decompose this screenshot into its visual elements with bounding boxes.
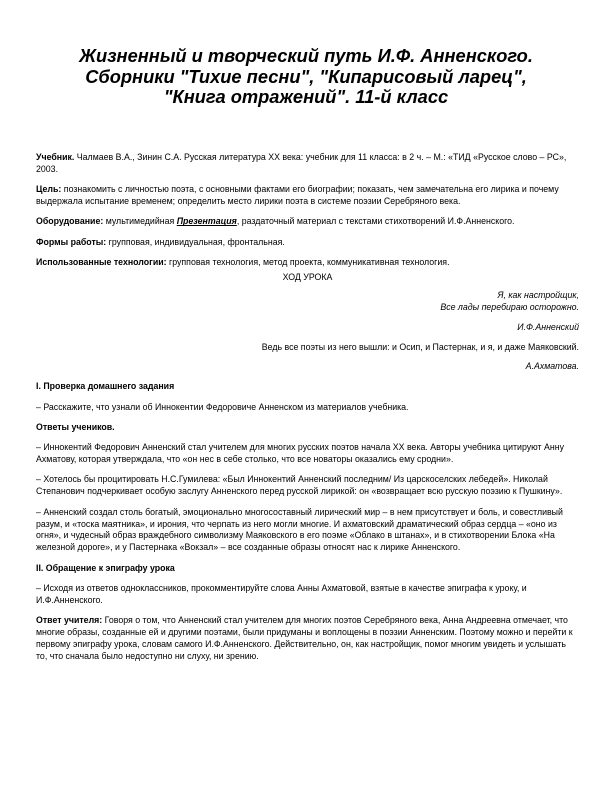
- work-forms-paragraph: [36, 237, 579, 249]
- technologies-label: Использованные технологии:: [36, 257, 167, 267]
- epigraph-akhmatova: [36, 342, 579, 374]
- epigraph-1-line-2: Все лады перебираю осторожно.: [440, 301, 579, 312]
- student-answers-label: Ответы учеников.: [36, 421, 115, 432]
- goal-paragraph: [36, 184, 579, 208]
- textbook-text: Чалмаев В.А., Зинин С.А. Русская литература XX века: учебник для 11 класса: в 2 ч. – М.: «ТИД «Русское слово – РС», 2003.: [36, 152, 567, 174]
- equipment-label: Оборудование:: [36, 216, 104, 227]
- teacher-answer-paragraph: [36, 615, 579, 663]
- section-2-task: – Исходя из ответов одноклассников, прокомментируйте слова Анны Ахматовой, взятые в качестве эпиграфа к уроку, и И.Ф.Анненского.: [36, 582, 527, 605]
- section-1-question: – Расскажите, что узнали об Иннокентии Федоровиче Анненском из материалов учебника.: [36, 401, 409, 412]
- equipment-paragraph: [36, 216, 579, 228]
- equipment-text-before: мультимедийная: [103, 216, 177, 227]
- technologies-paragraph: [36, 257, 579, 269]
- student-answer-3: – Анненский создал столь богатый, эмоционально многосоставный лирический мир – в нем присутствует и боль, и совестливый разум, и «тоска маятника», и ирония, что черпать из него могли многие. И ахматовский драматический образ сердца – «оно из огня», и чудесный образ враждебного символизму Маяковского в его поэме «Облако в штанах», и в стихотворении Блока «На железной дороге», и у Пастернака «Вокзал» – все созданные образы относят нас к лирике Анненского.: [36, 506, 563, 553]
- goal-label: Цель:: [36, 184, 62, 195]
- work-forms-text: групповая, индивидуальная, фронтальная.: [106, 236, 285, 247]
- page-title: [40, 46, 572, 108]
- teacher-answer-text: Говоря о том, что Анненский стал учителем для многих поэтов Серебряного века, Анна Андреевна отмечает, что многие образы, созданные ей и другими поэтами, были придуманы и воплощены в поэзии Анненским. Поэтому можно и перейти к первому эпиграфу урока, словам самого И.Ф.Анненского. Действительно, он, как настройщик, помог многим увидеть и услышать то, что сначала было недоступно ни слуху, ни зрению.: [36, 615, 573, 661]
- epigraph-1-author: И.Ф.Анненский: [517, 321, 579, 332]
- section-1-heading: I. Проверка домашнего задания: [36, 381, 175, 392]
- work-forms-label: Формы работы:: [36, 236, 107, 247]
- section-2-heading: II. Обращение к эпиграфу урока: [36, 562, 175, 573]
- equipment-text-after: , раздаточный материал с текстами стихотворений И.Ф.Анненского.: [236, 216, 515, 227]
- epigraph-annensky: [36, 290, 579, 334]
- lesson-heading: ХОД УРОКА: [282, 271, 333, 282]
- student-answer-1: – Иннокентий Федорович Анненский стал учителем для многих русских поэтов начала XX века. Авторы учебника цитируют Анну Ахматову, которая утверждала, что «он нес в себе столько, что все новаторы оказались ему сродни».: [36, 442, 565, 465]
- textbook-paragraph: [36, 152, 579, 176]
- technologies-text: групповая технология, метод проекта, коммуникативная технология.: [166, 257, 450, 267]
- student-answer-2: – Хотелось бы процитировать Н.С.Гумилева: «Был Иннокентий Анненский последним/ Из царскоселских лебедей». Николай Степанович подчеркивает особую заслугу Анненского перед русской лирикой: он «возвращает всю русскую поэзию к Пушкину».: [36, 474, 563, 497]
- epigraph-2-author: А.Ахматова.: [525, 361, 579, 372]
- textbook-label: Учебник.: [36, 152, 75, 162]
- presentation-link[interactable]: Презентация: [176, 216, 237, 227]
- document-body: [36, 152, 579, 671]
- goal-text: познакомить с личностью поэта, с основными фактами его биографии; показать, чем замечательна его лирика и почему выдержала испытание временем; определить место лирики поэта в системе поэзии Серебряного века.: [36, 184, 559, 207]
- epigraph-1-line-1: Я, как настройщик,: [497, 289, 579, 300]
- epigraph-2-line: Ведь все поэты из него вышли: и Осип, и Пастернак, и я, и даже Маяковский.: [261, 341, 579, 352]
- teacher-answer-label: Ответ учителя:: [36, 615, 103, 626]
- title-line-1: Жизненный и творческий путь И.Ф. Анненского.: [79, 45, 533, 66]
- title-line-3: "Книга отражений". 11-й класс: [163, 86, 449, 107]
- title-line-2: Сборники "Тихие песни", "Кипарисовый ларец",: [85, 65, 527, 87]
